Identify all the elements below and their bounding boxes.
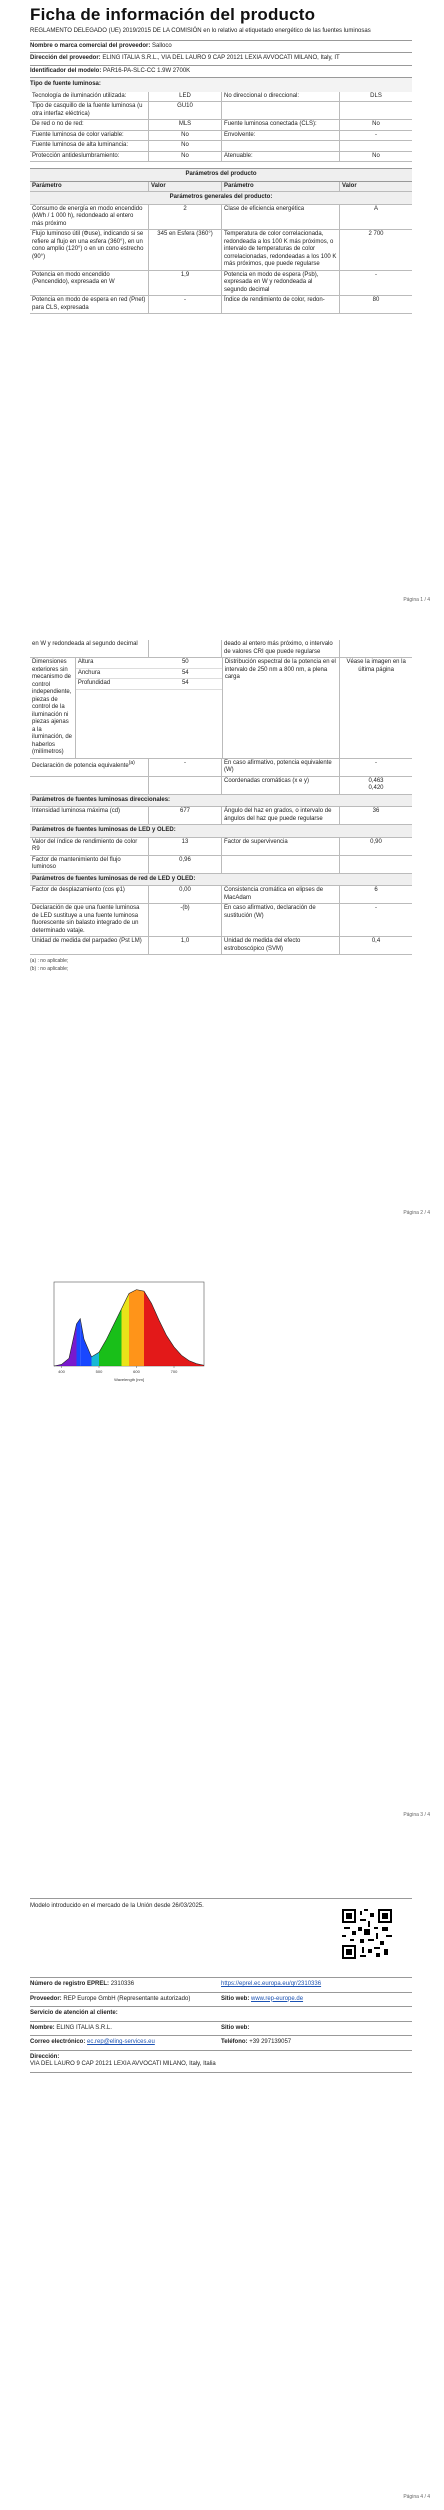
type-row-value: No [148,131,221,141]
spectrum-segment [137,1290,145,1366]
type-row-value: No [148,152,221,162]
led-row [30,838,412,856]
eprel-row [30,1978,412,1992]
type-row [30,131,412,142]
general-row [30,271,412,297]
directional-header: Parámetros de fuentes luminosas direccionales: [30,795,412,808]
equivalent-value: - [148,759,221,776]
col-header-param-2: Parámetro [221,182,339,192]
equivalent-label: Declaración de potencia equivalente$^{(a)}$ [32,759,135,769]
type-row-value-2: - [339,131,412,141]
coord-x: 0,463 [368,777,384,784]
general-row-value-2: 2 700 [339,230,412,270]
general-row-value-2: - [339,271,412,296]
coords-label: Coordenadas cromáticas (x e y) [221,777,339,794]
type-row-label-2: No direccional o direccional: [221,92,339,102]
supplier-row [30,41,412,53]
dimension-value: 54 [181,680,189,686]
supplier-label: Nombre o marca comercial del proveedor: [30,42,151,49]
type-row-label-2 [221,102,339,119]
type-row [30,102,412,120]
email-label: Correo electrónico: [30,2039,86,2045]
x-tick-label: 400 [58,1369,65,1374]
address-value: ELING ITALIA S.R.L., VIA DEL LAURO 9 CAP 20121 LEXIA AVVOCATI MILANO, Italy, IT [102,55,340,62]
provider-value: REP Europe GmbH (Representante autorizado) [63,1995,191,2002]
dimension-item [76,669,222,680]
x-tick-label: 500 [95,1369,103,1374]
mains-row-label-2: Unidad de medida del efecto estroboscópico (SVM) [221,937,339,954]
provider-row [30,1993,412,2007]
spectrum-segment [77,1319,81,1366]
page-4 [0,1850,444,2510]
page-2 [0,640,444,1230]
type-row-label-2: Envolvente: [221,131,339,141]
mains-row-label: Declaración de que una fuente luminosa de LED sustituye a una fuente luminosa fluorescente sin balasto integrado de un determinado vataje. [32,905,140,934]
general-row-label: Consumo de energía en modo encendido (kWh / 1 000 h), redondeado al entero más próximo [32,205,143,227]
led-table [30,838,412,874]
mains-row-value: 0,00 [148,886,221,903]
mains-row-label: Unidad de medida del parpadeo (Pst LM) [32,938,142,944]
mains-row [30,886,412,904]
type-row-label: Protección antideslumbramiento: [32,152,120,159]
params-header: Parámetros del producto [30,168,412,182]
eprel-label: Número de registro EPREL: [30,1981,110,1987]
col-header-value: Valor [148,182,221,192]
service-header: Servicio de atención al cliente: [30,2010,118,2016]
general-row-label: Potencia en modo de espera en red (Pnet) para CLS, expresada [32,297,146,311]
type-row-label-2 [221,141,339,151]
continued-row-value [148,640,221,657]
phone-label: Teléfono: [221,2039,248,2045]
type-row [30,120,412,131]
type-row [30,92,412,103]
type-row-value: GU10 [148,102,221,119]
intro-text: Modelo introducido en el mercado de la Unión desde 26/03/2025. [30,1903,204,1909]
type-row-value-2: No [339,120,412,130]
general-row [30,230,412,271]
model-row [30,66,412,78]
equivalent-watts-value: - [339,759,412,776]
type-row-label: Tipo de casquillo de la fuente luminosa (u otra interfaz eléctrica) [32,103,143,117]
general-header: Parámetros generales del producto: [30,192,412,205]
mains-row [30,937,412,955]
continued-row-label: en W y redondeada al segundo decimal [32,641,138,647]
type-table [30,92,412,163]
type-row-label: Tecnología de iluminación utilizada: [32,92,127,99]
type-row-label: Fuente luminosa de alta luminancia: [32,142,129,149]
led-row-value: 13 [148,838,221,855]
dimension-value: 50 [181,659,189,665]
dimensions-values [75,658,222,758]
email-link[interactable]: ec.rep@eling-services.eu [87,2039,155,2045]
coord-y: 0,420 [368,785,384,791]
type-row-label-2: Fuente luminosa conectada (CLS): [221,120,339,130]
coords-value [339,777,412,794]
general-row-label: Flujo luminoso útil (Φuse), indicando si se refiere al flujo en una esfera (360°), en un cono amplio (120°) o en un cono estrecho (90°) [32,231,144,260]
general-row-value-2: 80 [339,296,412,313]
dimension-item [76,679,222,690]
continued-row-value-2 [339,640,412,657]
x-tick-label: 700 [170,1369,178,1374]
spectrum-segment [129,1290,137,1366]
beam-angle-value: 36 [339,807,412,824]
led-row [30,856,412,874]
led-row-value-2: 0,90 [339,838,412,855]
beam-angle-label: Ángulo del haz en grados, o intervalo de ángulos del haz que puede regularse [221,807,339,824]
type-row-value: No [148,141,221,151]
mains-row-value-2: 0,4 [339,937,412,954]
spd-value: Véase la imagen en la última página [339,658,412,758]
type-row-value: LED [148,92,221,102]
eprel-link[interactable]: https://eprel.ec.europa.eu/qr/2310336 [221,1981,322,1987]
mains-row [30,904,412,937]
type-row-value-2 [339,141,412,151]
led-row-label-2 [221,856,339,873]
web-label: Sitio web: [221,2024,250,2031]
continued-table [30,640,412,658]
mains-row-value-2: - [339,904,412,936]
mains-row-label: Factor de desplazamiento (cos φ1) [32,887,125,893]
type-row [30,152,412,163]
general-row-value: 2 [148,205,221,230]
name-value: ELING ITALIA S.R.L. [56,2024,112,2031]
continued-row-label-2: deado al entero más próximo, o intervalo de valores CRI que puede regularse [221,640,339,657]
dimension-key: Altura [77,659,94,665]
type-row-value-2: DLS [339,92,412,102]
service-address-value: VIA DEL LAURO 9 CAP 20121 LEXIA AVVOCATI MILANO, Italy, Italia [30,2061,216,2067]
led-row-value: 0,96 [148,856,221,873]
address-block [30,2051,412,2072]
name-label: Nombre: [30,2024,55,2031]
general-row [30,296,412,314]
page-number: Página 1 / 4 [403,597,430,603]
directional-row [30,807,412,825]
type-header: Tipo de fuente luminosa: [30,78,412,92]
mains-table [30,886,412,955]
coords-row [30,777,412,795]
supplier-value: Salloco [152,42,172,49]
x-axis-label: Wavelength [nm] [114,1377,144,1382]
phone-value: +39 297139057 [249,2039,292,2045]
general-row-value: - [148,296,221,313]
general-row [30,205,412,231]
general-row-label: Potencia en modo encendido (Pencendido), expresada en W [32,271,115,286]
dimension-key: Profundidad [77,680,111,686]
mains-row-value-2: 6 [339,886,412,903]
name-row [30,2022,412,2036]
type-row [30,141,412,152]
contact-row [30,2036,412,2050]
mains-row-value: 1,0 [148,937,221,954]
mains-header: Parámetros de fuentes luminosas de red de LED y OLED: [30,874,412,887]
mains-row-label-2: Consistencia cromática en elipses de MacAdam [221,886,339,903]
general-row-label-2: Índice de rendimiento de color, redon- [221,296,339,313]
dimension-item [76,658,222,669]
led-row-label-2: Factor de supervivencia [221,838,339,855]
provider-web-link[interactable]: www.rep-europe.de [251,1995,304,2002]
mains-row-value: -(b) [148,904,221,936]
general-row-value: 345 en Esfera (360°) [148,230,221,270]
equivalent-row [30,759,412,777]
dimensions-row [30,658,412,759]
general-row-value: 1,9 [148,271,221,296]
general-row-label-2: Potencia en modo de espera (Psb), expresada en W y redondeada al segundo decimal [221,271,339,296]
general-table [30,205,412,315]
x-tick-label: 600 [133,1369,140,1374]
col-header-param: Parámetro [32,182,62,189]
model-label: Identificador del modelo: [30,67,102,74]
provider-label: Proveedor: [30,1995,62,2002]
col-header-value-2: Valor [339,182,412,192]
type-row-value-2 [339,102,412,119]
led-row-value-2 [339,856,412,873]
eprel-value: 2310336 [110,1981,135,1987]
max-intensity-value: 677 [148,807,221,824]
spectral-power-chart [40,1274,210,1384]
dimensions-label: Dimensiones exteriores sin mecanismo de control independiente, piezas de control de la iluminación ni piezas ajenas a la iluminación, de haberlos (milímetros) [32,659,73,755]
page-1 [0,0,444,610]
type-row-label-2: Atenuable: [221,152,339,162]
led-header: Parámetros de fuentes luminosas de LED y OLED: [30,825,412,838]
equivalent-watts-label: En caso afirmativo, potencia equivalente (W) [221,759,339,776]
dimension-key: Anchura [77,669,101,676]
dimension-value: 54 [181,669,189,676]
spd-label: Distribución espectral de la potencia en el intervalo de 250 nm a 800 nm, a plena carga [222,658,339,758]
page-number: Página 4 / 4 [403,2494,430,2500]
page-3 [0,1250,444,1830]
intro-block [30,1899,412,1977]
continued-row [30,640,412,658]
type-row-label: De red o no de red: [32,121,84,128]
footnote-a: (a) : no aplicable; [30,958,69,964]
regulation-text: REGLAMENTO DELEGADO (UE) 2019/2015 DE LA COMISIÓN en lo relativo al etiquetado energético de las fuentes luminosas [30,28,371,35]
provider-web-label: Sitio web: [221,1995,250,2002]
max-intensity-label: Intensidad luminosa máxima (cd) [32,808,121,814]
general-row-value-2: A [339,205,412,230]
qr-code-icon[interactable] [342,1909,392,1959]
params-col-headers [30,182,412,193]
spectrum-segment [144,1291,152,1366]
address-row [30,53,412,65]
page-number: Página 2 / 4 [403,1210,430,1216]
type-row-label: Fuente luminosa de color variable: [32,131,124,138]
model-value: PAR16-PA-SLC-CC 1.9W 2700K [103,67,191,74]
general-row-label-2: Temperatura de color correlacionada, redondeada a los 100 K más próximos, o intervalo de temperaturas de color correlacionadas, redondeadas a los 100 K más próximos, que puede regularse [221,230,339,270]
led-row-label: Valor del índice de rendimiento de color R9 [32,838,138,852]
footnote-b: (b) : no aplicable; [30,966,69,973]
type-row-value-2: No [339,152,412,162]
page-title: Ficha de información del producto [30,5,316,24]
general-row-label-2: Clase de eficiencia energética [221,205,339,230]
type-row-value: MLS [148,120,221,130]
led-row-label: Factor de mantenimiento del flujo luminoso [32,856,121,870]
mains-row-label-2: En caso afirmativo, declaración de sustitución (W) [221,904,339,936]
address-label: Dirección del proveedor: [30,55,101,62]
service-address-label: Dirección: [30,2053,60,2060]
page-number: Página 3 / 4 [403,1812,430,1818]
